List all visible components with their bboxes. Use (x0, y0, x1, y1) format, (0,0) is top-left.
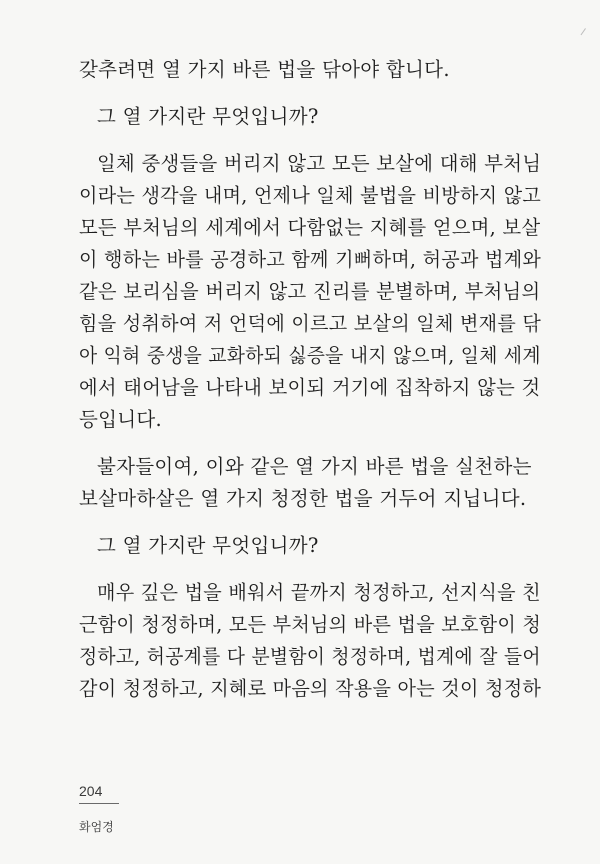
text-line: 정하고, 허공계를 다 분별함이 청정하며, 법계에 잘 들어 (79, 645, 541, 668)
text-line: 이 행하는 바를 공경하고 함께 기뻐하며, 허공과 법계와 (79, 248, 542, 271)
text-line: 갖추려면 열 가지 바른 법을 닦아야 합니다. (79, 58, 450, 81)
text-line: 근함이 청정하며, 모든 부처님의 바른 법을 보호함이 청 (79, 613, 542, 636)
text-line: 이라는 생각을 내며, 언제나 일체 불법을 비방하지 않고 (79, 184, 542, 207)
text-line: 그 열 가지란 무엇입니까? (97, 534, 319, 557)
text-line: 일체 중생들을 버리지 않고 모든 보살에 대해 부처님 (97, 152, 542, 175)
text-line: 보살마하살은 열 가지 청정한 법을 거두어 지닙니다. (79, 487, 527, 510)
corner-mark (581, 28, 593, 40)
footer-divider (79, 803, 119, 804)
text-line: 그 열 가지란 무엇입니까? (97, 105, 319, 128)
text-line: 불자들이여, 이와 같은 열 가지 바른 법을 실천하는 (97, 455, 532, 478)
running-footer-title: 화엄경 (79, 820, 114, 834)
text-line: 아 익혀 중생을 교화하되 싫증을 내지 않으며, 일체 세계 (79, 344, 541, 367)
text-line: 모든 부처님의 세계에서 다함없는 지혜를 얻으며, 보살 (79, 216, 541, 239)
text-line: 매우 깊은 법을 배워서 끝까지 청정하고, 선지식을 친 (97, 581, 541, 604)
text-line: 감이 청정하고, 지혜로 마음의 작용을 아는 것이 청정하 (79, 677, 542, 700)
text-line: 등입니다. (79, 408, 163, 431)
page-number: 204 (79, 783, 103, 799)
text-line: 같은 보리심을 버리지 않고 진리를 분별하며, 부처님의 (79, 280, 541, 303)
text-line: 힘을 성취하여 저 언덕에 이르고 보살의 일체 변재를 닦 (79, 312, 542, 335)
text-line: 에서 태어남을 나타내 보이되 거기에 집착하지 않는 것 (79, 376, 541, 399)
